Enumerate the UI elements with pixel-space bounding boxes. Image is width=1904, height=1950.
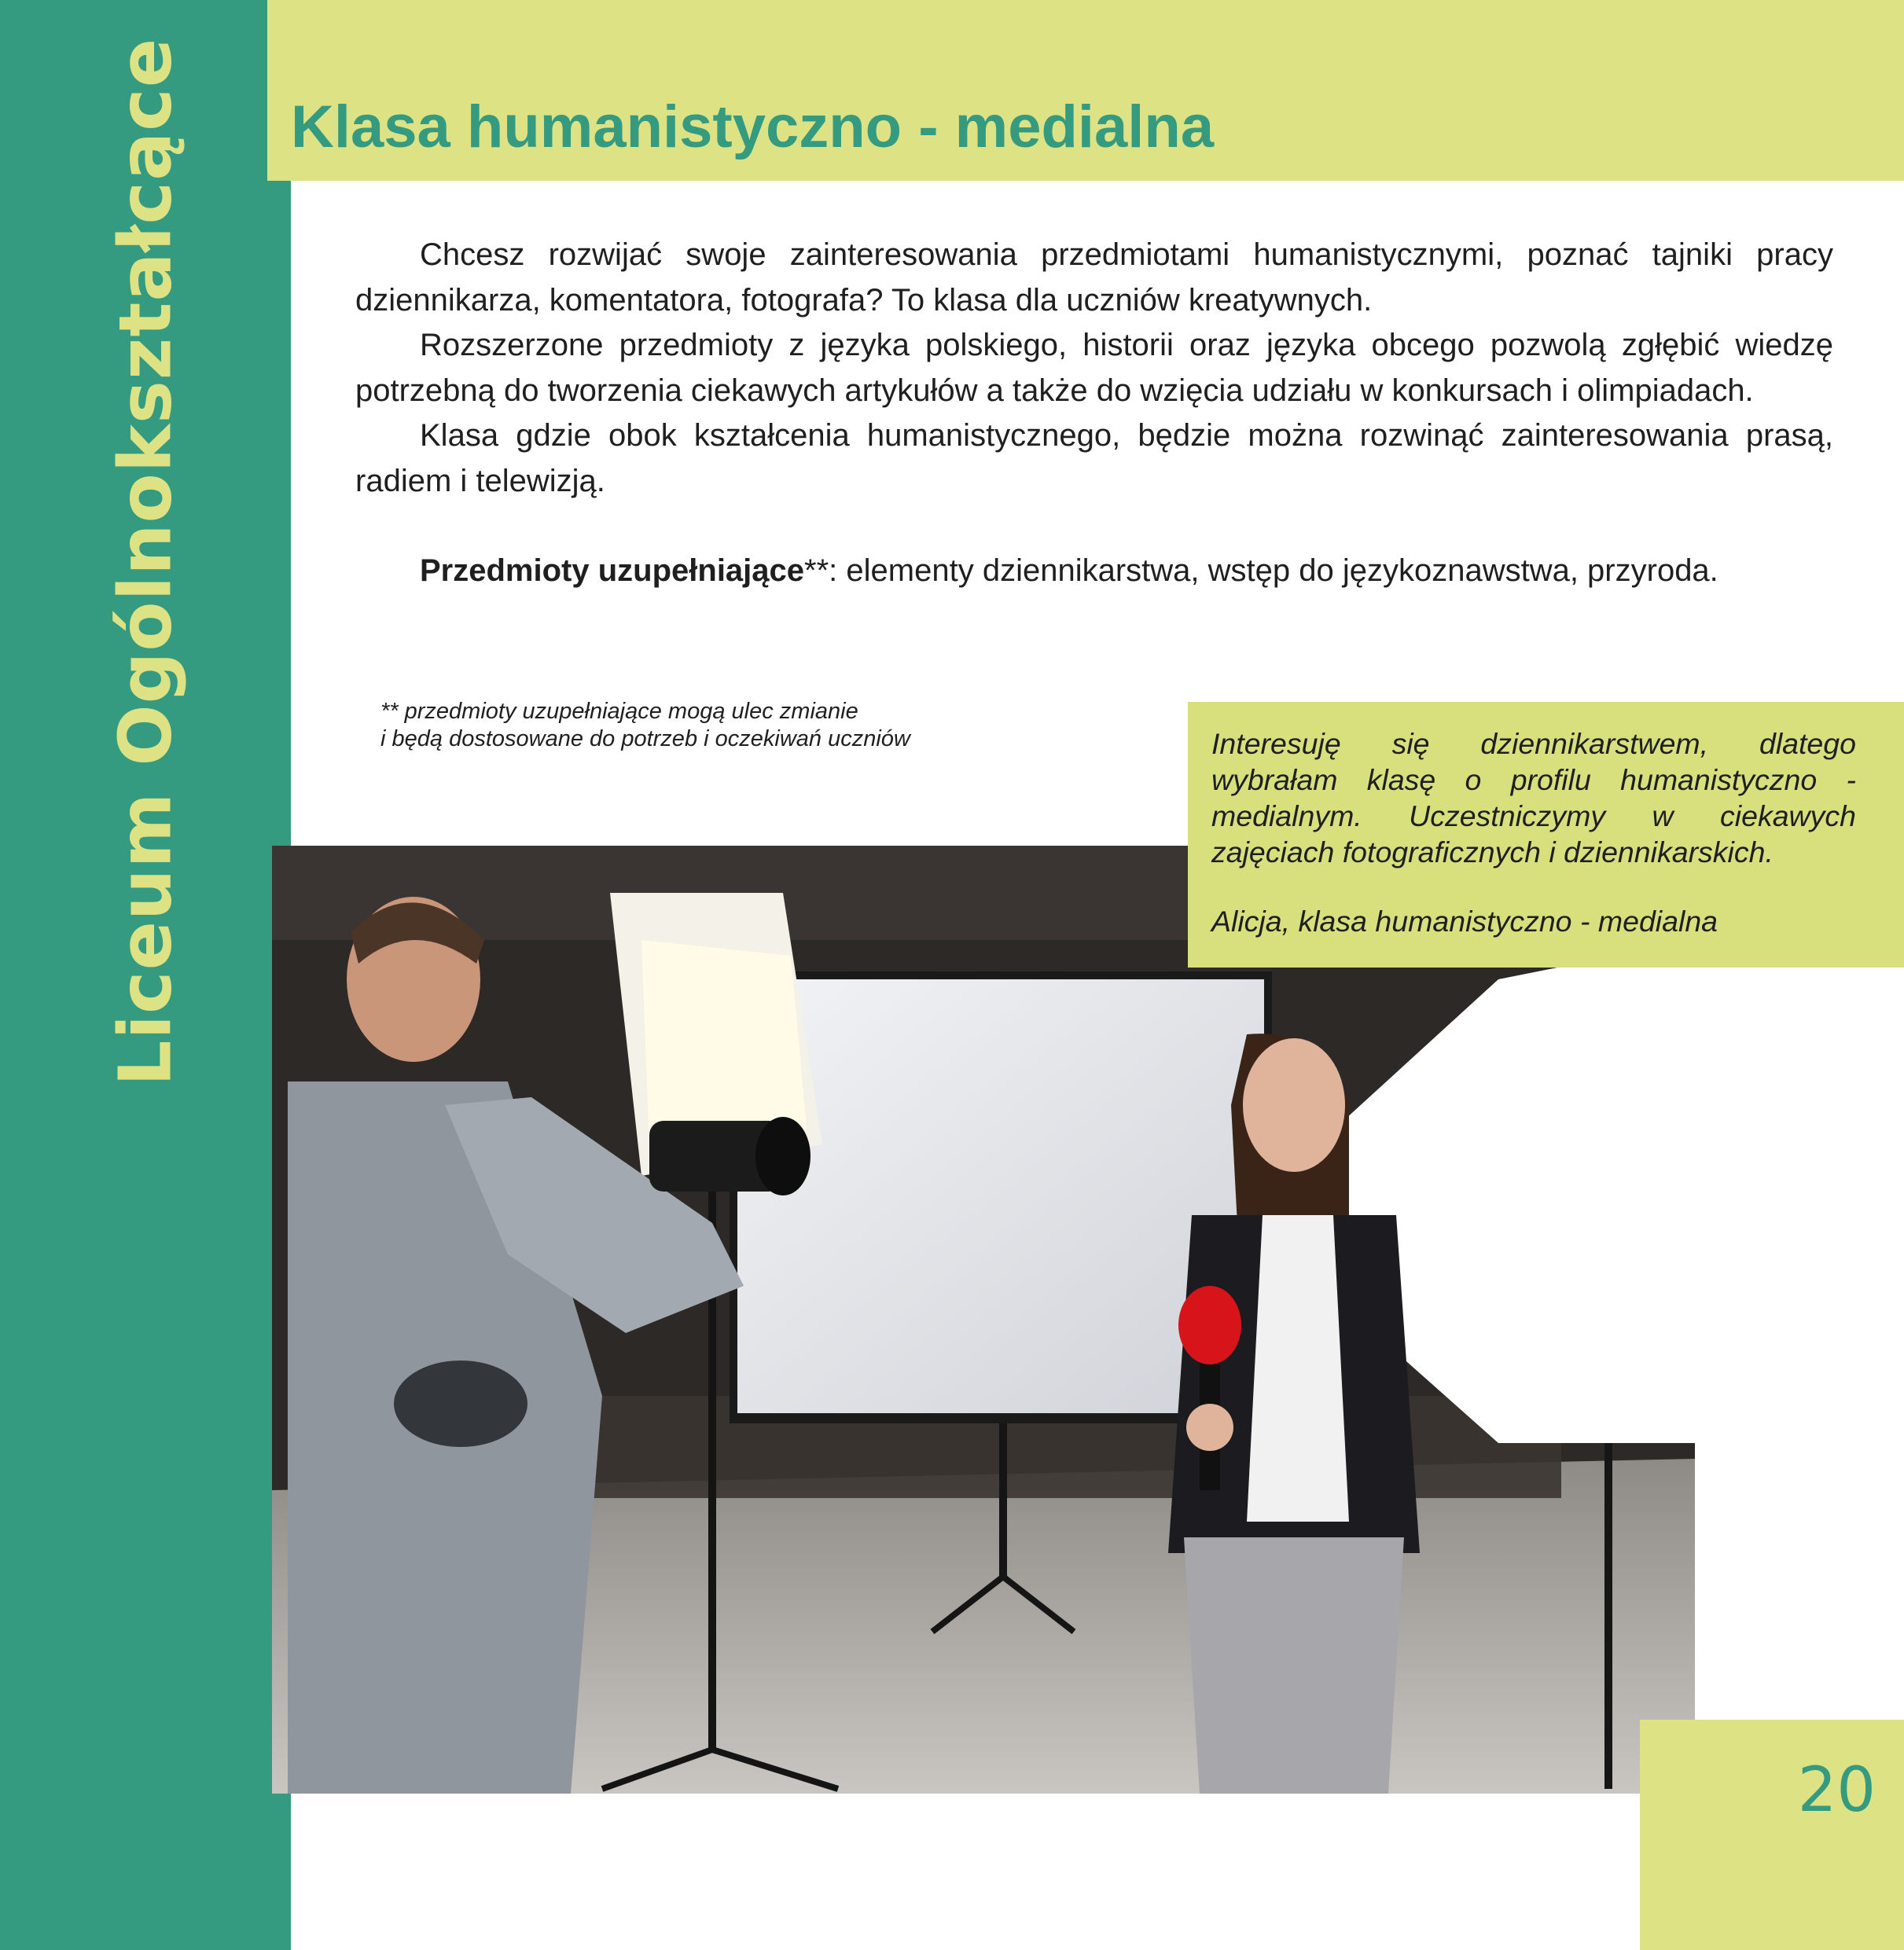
page-number: 20 [1797,1755,1876,1826]
supplementary-text: : elementy dziennikarstwa, wstęp do językoznawstwa, przyroda. [829,553,1718,588]
sidebar-title: Liceum Ogólnokształcące [103,37,188,1087]
quote-text: Interesuję się dziennikarstwem, dlatego wybrałam klasę o profilu humanistyczno - medialnym. Uczestniczymy w ciekawych zajęciach fotograficznych i dziennikarskich. [1211,727,1856,869]
paragraph-extended-subjects: Rozszerzone przedmioty z języka polskiego, historii oraz języka obcego pozwolą zgłębić wiedzę potrzebną do tworzenia ciekawych artykułów a także do wzięcia udziału w konkursach i olimpiadach. [355,328,1833,408]
sidebar [0,0,291,1950]
page-number-box [1640,1720,1904,1950]
quote-author: Alicja, klasa humanistyczno - medialna [1211,905,1718,938]
page-title: Klasa humanistyczno - medialna [291,94,1215,160]
body-text [355,233,1833,594]
paragraph-supplementary [355,549,1833,594]
footnote [380,698,1135,753]
studio-photo [272,846,1695,1794]
supplementary-label: Przedmioty uzupełniające [420,553,805,588]
paragraph-media: Klasa gdzie obok kształcenia humanistycznego, będzie można rozwinąć zainteresowania prasą, radiem i telewizją. [355,418,1833,498]
footnote-line: ** przedmioty uzupełniające mogą ulec zmianie [380,699,858,724]
footnote-line: i będą dostosowane do potrzeb i oczekiwań uczniów [380,726,910,751]
paragraph-intro: Chcesz rozwijać swoje zainteresowania przedmiotami humanistycznymi, poznać tajniki pracy dziennikarza, komentatora, fotografa? To klasa dla uczniów kreatywnych. [355,237,1833,318]
quote-box [1188,702,1904,968]
supplementary-mark: ** [804,553,829,588]
